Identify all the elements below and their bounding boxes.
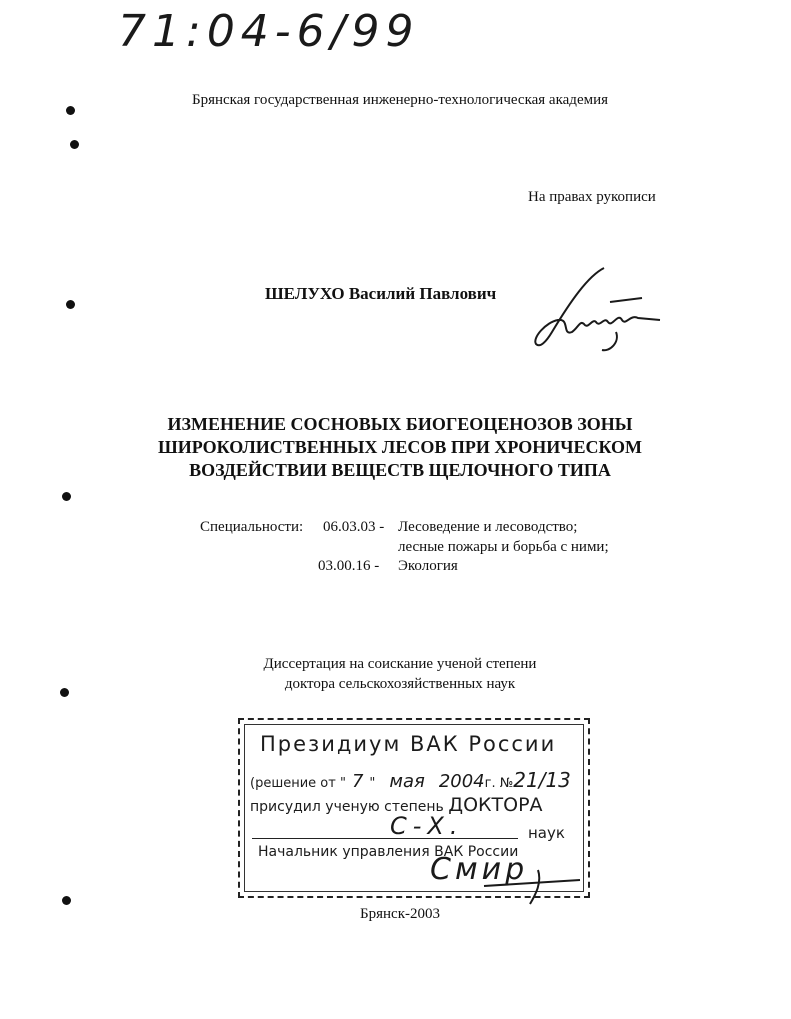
rights-note: На правах рукописи [528, 189, 656, 205]
degree-line: доктора сельскохозяйственных наук [284, 676, 516, 692]
specialty-name: Экология [398, 558, 458, 574]
title-line: ШИРОКОЛИСТВЕННЫХ ЛЕСОВ ПРИ ХРОНИЧЕСКОМ [157, 437, 643, 457]
institution: Брянская государственная инженерно-технологическая академия [191, 92, 609, 108]
archive-number: 71:04-6/99 [118, 6, 420, 57]
stamp-head-signature: Смир [430, 852, 529, 887]
decision-prefix: (решение от " [250, 776, 346, 791]
stamp-sciences: наук [528, 824, 565, 842]
decision-number: 21/13 [513, 768, 571, 792]
field-underline [252, 838, 518, 839]
vak-stamp [238, 718, 590, 898]
dissertation-title [0, 413, 791, 482]
decision-quote: " [369, 776, 376, 791]
margin-dot [62, 896, 71, 905]
stamp-signature-stroke [480, 860, 590, 910]
margin-dot [70, 140, 79, 149]
decision-no-label: № [499, 776, 514, 791]
dissertation-degree [0, 654, 791, 694]
stamp-header: Президиум ВАК России [260, 732, 557, 756]
decision-day: 7 [351, 771, 364, 792]
decision-year-suffix: г. [484, 776, 496, 791]
degree-word: ДОКТОРА [448, 794, 543, 816]
margin-dot [62, 492, 71, 501]
awarded-text: присудил ученую степень [250, 799, 444, 815]
stamp-head: Начальник управления ВАК России [258, 844, 519, 860]
specialty-code: 03.00.16 - [318, 558, 380, 574]
title-line: ВОЗДЕЙСТВИИ ВЕЩЕСТВ ЩЕЛОЧНОГО ТИПА [189, 460, 611, 480]
degree-line: Диссертация на соискание ученой степени [263, 656, 537, 672]
author-name: ШЕЛУХО Василий Павлович [265, 284, 497, 303]
decision-month: мая [389, 771, 425, 792]
author-signature [518, 262, 668, 357]
title-line: ИЗМЕНЕНИЕ СОСНОВЫХ БИОГЕОЦЕНОЗОВ ЗОНЫ [167, 414, 633, 434]
specialty-name-cont: лесные пожары и борьба с ними; [398, 539, 609, 555]
margin-dot [66, 300, 75, 309]
decision-year: 2004 [438, 771, 485, 792]
city-year: Брянск-2003 [360, 906, 440, 922]
specialty-code: 06.03.03 - [323, 519, 385, 535]
specialties-label: Специальности: [200, 519, 304, 535]
stamp-decision [250, 768, 571, 792]
specialty-name: Лесоведение и лесоводство; [398, 519, 578, 535]
stamp-field: С-Х. [390, 812, 464, 840]
